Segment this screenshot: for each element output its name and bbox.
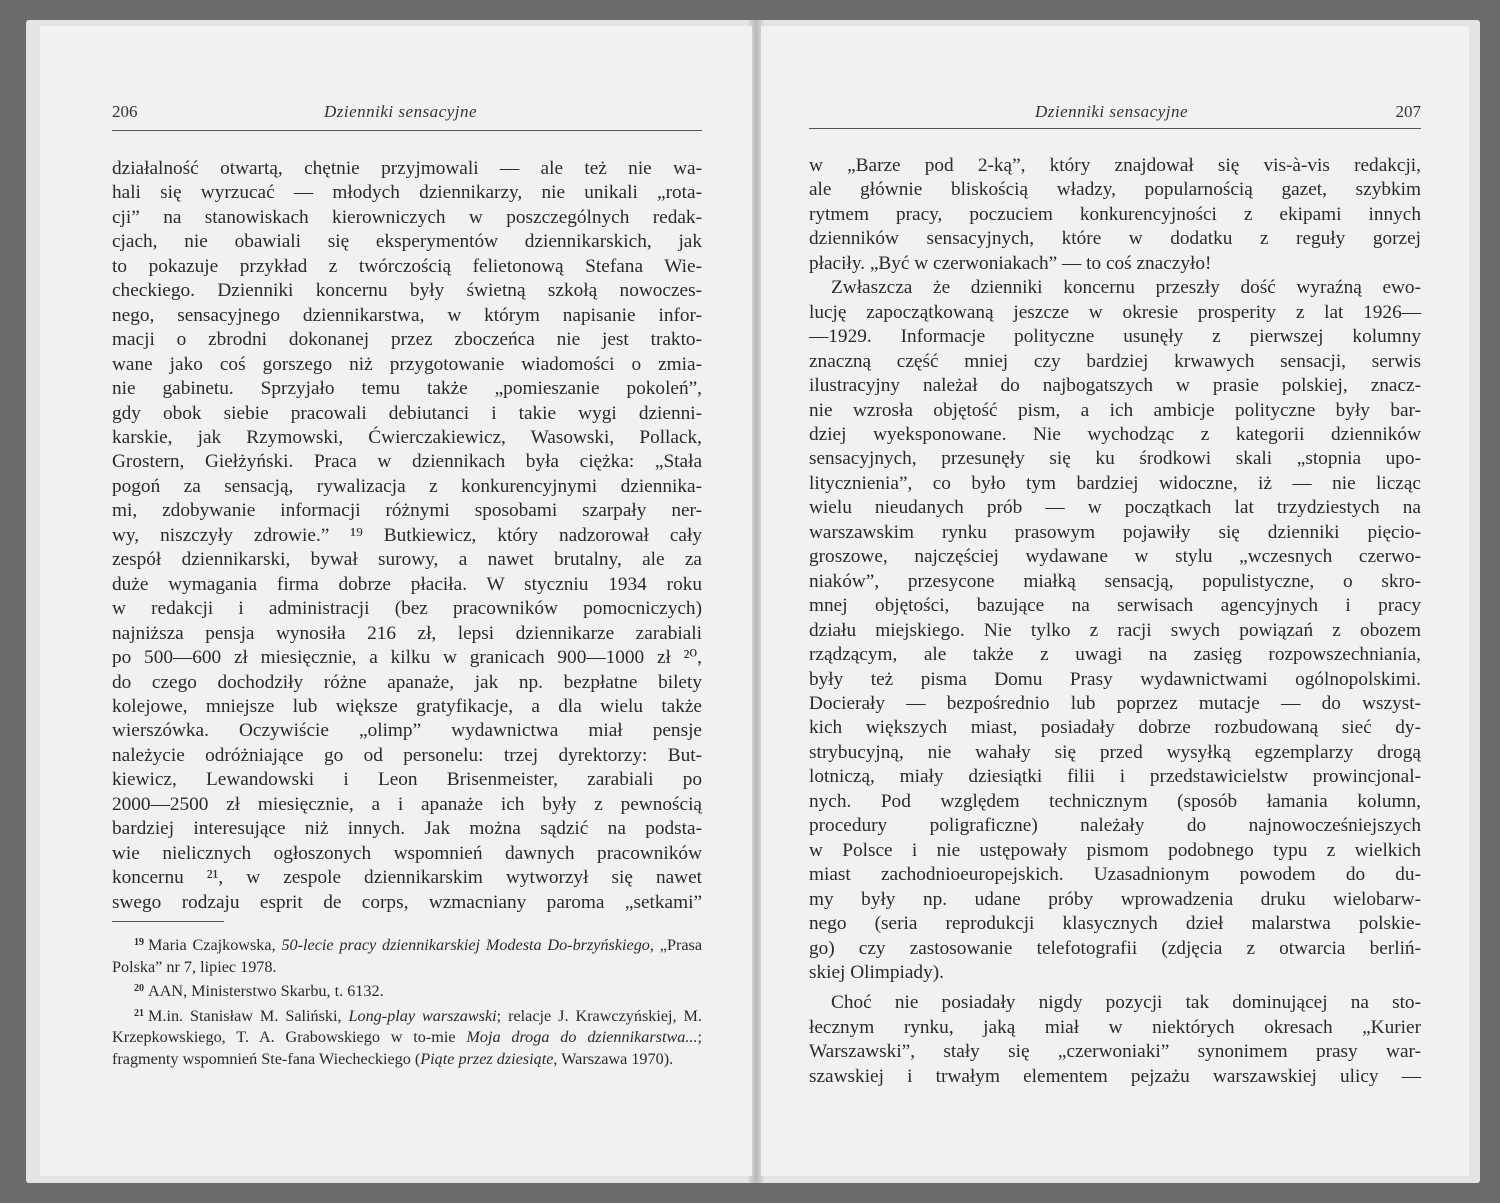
left-footnotes <box>112 932 702 1071</box>
text-line: nie gabinetu. Sprzyjało temu także „pomieszanie pokoleń”, <box>112 378 702 400</box>
text-line: były też pisma Domu Prasy wydawnictwami ogólnopolskimi. <box>809 668 1421 690</box>
text-line: gdy obok siebie pracowali debiutanci i takie wygi dzienni- <box>112 402 702 424</box>
text-line: rytmem pracy, poczuciem konkurencyjności z ekipami innych <box>809 203 1421 225</box>
text-line: zespół dziennikarski, bywał surowy, a nawet brutalny, ale za <box>112 549 702 571</box>
text-line: Zwłaszcza że dzienniki koncernu przeszły dość wyraźną ewo- <box>831 277 1421 299</box>
text-line: litycznienia”, co było tym bardziej widoczne, iż — nie licząc <box>809 472 1421 494</box>
text-line: wierszówka. Oczywiście „olimp” wydawnictwa miał pensje <box>112 720 702 742</box>
left-header-rule <box>112 130 702 131</box>
text-line: szawskiej i trwałym elementem pejzażu warszawskiej ulicy — <box>809 1065 1421 1087</box>
text-line: Grostern, Giełżyński. Praca w dziennikach była ciężka: „Stała <box>112 451 702 473</box>
text-line: wane jako coś gorszego niż przygotowanie wiadomości o zmia- <box>112 353 702 375</box>
text-line: w redakcji i administracji (bez pracowników pomocniczych) <box>112 598 702 620</box>
text-line: po 500—600 zł miesięcznie, a kilku w granicach 900—1000 zł ²⁰, <box>112 647 702 669</box>
text-line: macji o zbrodni dokonanej przez zboczeńca nie jest trakto- <box>112 329 702 351</box>
right-header-rule <box>809 128 1421 129</box>
left-body-text <box>112 157 702 915</box>
text-line: strybucyjną, nie wahały się przed wysyłką egzemplarzy drogą <box>809 741 1421 763</box>
text-line: nie wzrosła objętość pism, a ich ambicje polityczne były bar- <box>809 399 1421 421</box>
text-line: pogoń za sensacją, rywalizacja z konkurencyjnymi dziennika- <box>112 475 702 497</box>
text-line: działalność otwartą, chętnie przyjmowali — ale też nie wa- <box>112 158 702 179</box>
text-line: miast zachodnioeuropejskich. Uzasadnionym powodem do du- <box>809 864 1421 886</box>
text-line: go) czy zastosowanie telefotografii (zdjęcia z otwarcia berliń- <box>809 937 1421 959</box>
text-line: Docierały — bezpośrednio lub poprzez mutacje — do wszyst- <box>809 692 1421 714</box>
text-line: należycie odróżniające go od personelu: trzej dyrektorzy: But- <box>112 744 702 766</box>
text-line: my były np. udane próby wprowadzenia druku wielobarw- <box>809 888 1421 910</box>
text-line: mnej objętości, bazujące na serwisach agencyjnych i pracy <box>809 595 1421 617</box>
text-line: koncernu ²¹, w zespole dziennikarskim wytworzył się nawet <box>112 867 702 889</box>
text-line: nego, sensacyjnego dziennikarstwa, w którym napisanie infor- <box>112 304 702 326</box>
text-line: do czego dochodziły różne apanaże, jak np. bezpłatne bilety <box>112 671 702 693</box>
right-page-number: 207 <box>1395 102 1421 121</box>
text-line: hali się wyrzucać — młodych dziennikarzy, nie unikali „rota- <box>112 182 702 204</box>
text-line: cji” na stanowiskach kierowniczych w poszczególnych redak- <box>112 206 702 228</box>
text-line: wie nielicznych ogłoszonych wspomnień dawnych pracowników <box>112 842 702 864</box>
text-line: cjach, nie obawiali się eksperymentów dziennikarskich, jak <box>112 231 702 253</box>
text-line: w „Barze pod 2-ką”, który znajdował się vis-à-vis redakcji, <box>809 155 1421 176</box>
text-line: to pokazuje przykład z twórczością felietonową Stefana Wie- <box>112 255 702 277</box>
text-line: bardziej interesujące niż innych. Jak można sądzić na podsta- <box>112 818 702 840</box>
text-line: działu miejskiego. Nie tylko z racji swych powiązań z obozem <box>809 619 1421 641</box>
left-footnote-rule <box>112 921 224 922</box>
text-line: nego (seria reprodukcji klasycznych dzieł malarstwa polskie- <box>809 913 1421 935</box>
text-line: lotniczą, miały dziesiątki filii i przedstawicielstw prowincjonal- <box>809 766 1421 788</box>
text-line: swego rodzaju esprit de corps, wzmacniany paroma „setkami” <box>112 891 702 913</box>
text-line: najniższa pensja wynosiła 216 zł, lepsi dziennikarze zarabiali <box>112 622 702 644</box>
text-line: rządzącym, ale także z uwagi na zasięg rozpowszechniania, <box>809 644 1421 666</box>
text-line: warszawskim rynku prasowym pojawiły się dzienniki pięcio- <box>809 521 1421 543</box>
text-line: karskie, jak Rzymowski, Ćwierczakiewicz, Wasowski, Pollack, <box>112 426 702 448</box>
text-line: —1929. Informacje polityczne usunęły z pierwszej kolumny <box>809 326 1421 348</box>
text-line: kich większych miast, posiadały dobrze rozbudowaną sieć dy- <box>809 717 1421 739</box>
right-body-text <box>809 154 1421 1089</box>
text-line: procedury poligraficzne) należały do najnowocześniejszych <box>809 815 1421 837</box>
text-line: lucję zapoczątkowaną jeszcze w okresie prosperity z lat 1926— <box>809 301 1421 323</box>
text-line: wielu nieudanych prób — w początkach lat trzydziestych na <box>809 497 1421 519</box>
text-line: dzienników sensacyjnych, które w dodatku z reguły gorzej <box>809 228 1421 250</box>
text-line: nych. Pod względem technicznym (sposób łamania kolumn, <box>809 790 1421 812</box>
text-line: skiej Olimpiady). <box>809 961 944 983</box>
text-line: dziej wyeksponowane. Nie wychodząc z kategorii dzienników <box>809 423 1421 445</box>
left-page-header <box>112 102 702 126</box>
text-line: duże wymagania firma dobrze płaciła. W styczniu 1934 roku <box>112 573 702 595</box>
text-line: kolejowe, mniejsze lub większe gratyfikacje, a dla wielu także <box>112 695 702 717</box>
right-page <box>760 26 1469 1176</box>
text-line: łecznym rynku, jaką miał w niektórych okresach „Kurier <box>809 1016 1421 1038</box>
footnote-21: $^{21}$ M.in. Stanisław M. Saliński, Long-play warszawski; relacje J. Krawczyńskiej, M. Krzepkowskiego, T. A. Grabowskiego w to-mie Moja droga do dziennikarstwa...; fragmenty wspomnień Ste-fana Wiecheckiego (Piąte przez dziesiąte, Warszawa 1970). <box>112 1006 702 1068</box>
left-page <box>40 26 753 1176</box>
text-line: Choć nie posiadały nigdy pozycji tak dominującej na sto- <box>831 992 1421 1014</box>
text-line: znaczną część mniej czy bardziej krwawych sensacji, serwis <box>809 350 1421 372</box>
text-line: sensacyjnych, przesunęły się ku środkowi skali „stopnia upo- <box>809 448 1421 470</box>
footnote-19: $^{19}$ Maria Czajkowska, 50-lecie pracy dziennikarskiej Modesta Do-brzyńskiego, „Prasa Polska” nr 7, lipiec 1978. <box>112 936 703 976</box>
footnote-20: $^{20}$ AAN, Ministerstwo Skarbu, t. 6132. <box>134 982 384 1001</box>
text-line: niaków”, przesycone miałką sensacją, populistyczne, o skro- <box>809 570 1421 592</box>
left-running-title: Dzienniki sensacyjne <box>324 102 478 121</box>
text-line: ilustracyjny należał do najbogatszych w prasie polskiej, znacz- <box>809 375 1421 397</box>
text-line: checkiego. Dzienniki koncernu były świetną szkołą nowoczes- <box>112 280 702 302</box>
text-line: Warszawski”, stały się „czerwoniaki” synonimem prasy war- <box>809 1041 1421 1063</box>
text-line: kiewicz, Lewandowski i Leon Brisenmeister, zarabiali po <box>112 769 702 791</box>
right-running-title: Dzienniki sensacyjne <box>1035 102 1189 121</box>
text-line: 2000—2500 zł miesięcznie, a i apanaże ich były z pewnością <box>112 793 702 815</box>
text-line: płaciły. „Być w czerwoniakach” — to coś znaczyło! <box>809 252 1212 274</box>
book-spread <box>26 20 1480 1183</box>
text-line: wy, niszczyły zdrowie.” ¹⁹ Butkiewicz, który nadzorował cały <box>112 524 702 546</box>
right-page-header <box>809 102 1421 126</box>
left-page-number: 206 <box>112 102 138 121</box>
text-line: groszowe, najczęściej wydawane w stylu „wczesnych czerwo- <box>809 546 1421 568</box>
text-line: mi, zdobywanie informacji różnymi sposobami szarpały ner- <box>112 500 702 522</box>
text-line: ale głównie bliskością władzy, popularnością gazet, szybkim <box>809 179 1421 201</box>
text-line: w Polsce i nie ustępowały pismom podobnego typu z wielkich <box>809 839 1421 861</box>
